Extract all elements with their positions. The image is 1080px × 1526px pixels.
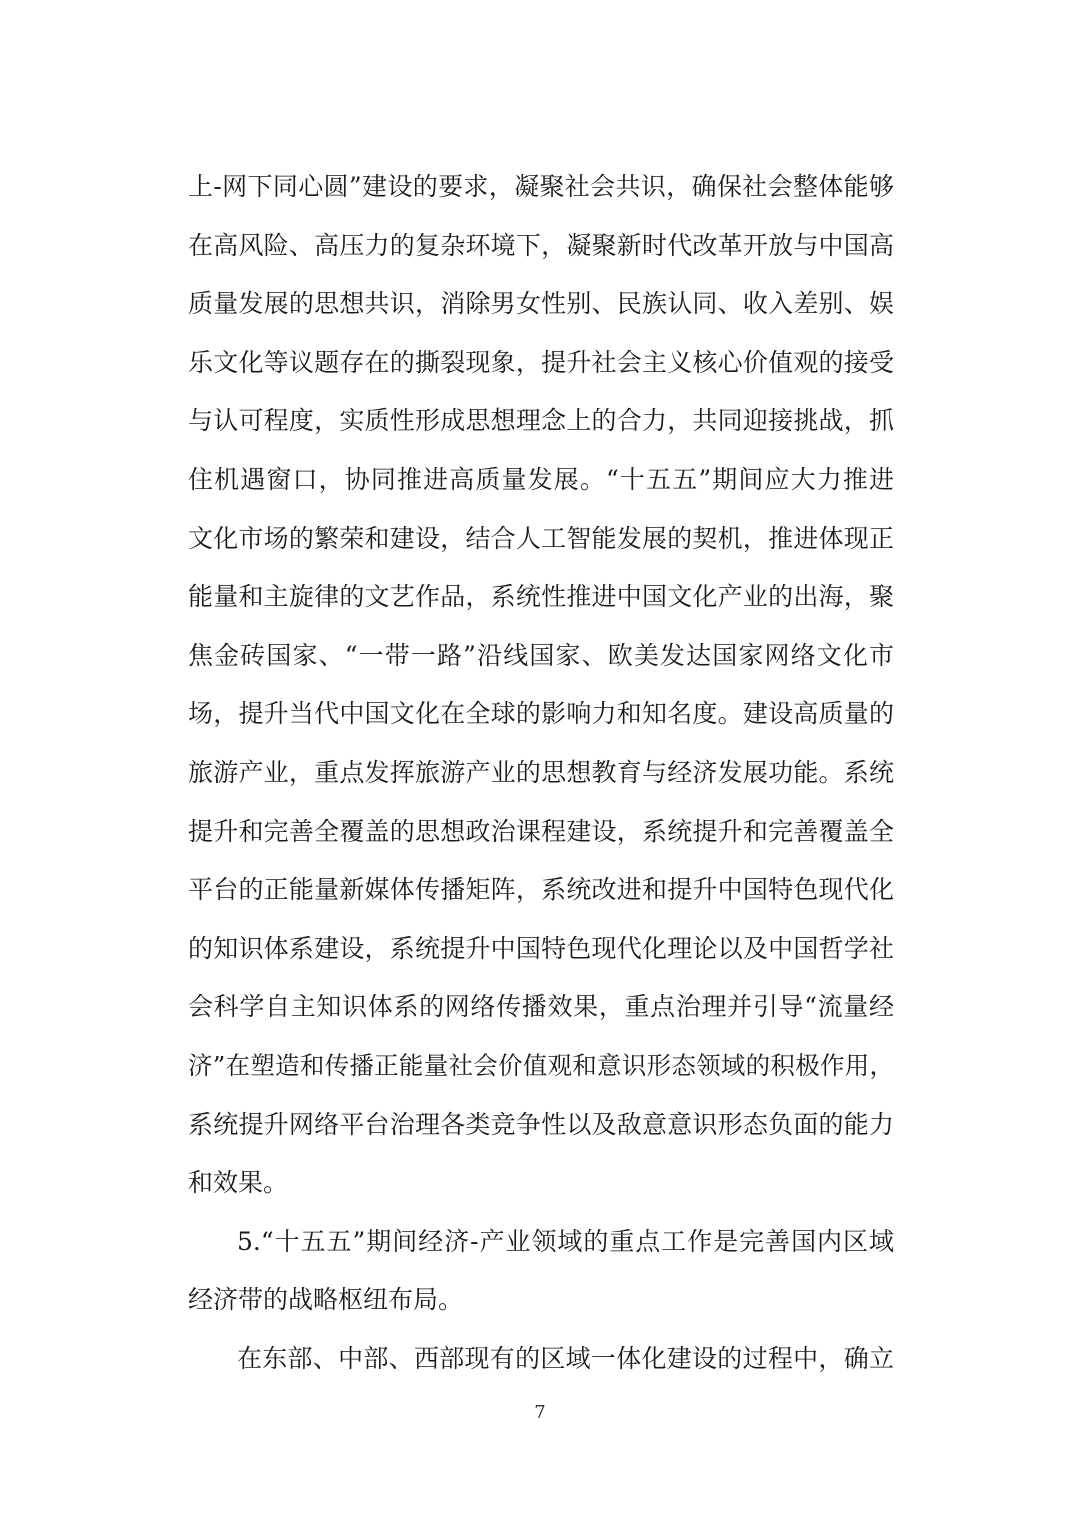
text-line: 质量发展的思想共识，消除男女性别、民族认同、收入差别、娱 [188, 289, 894, 319]
page-number: 7 [534, 1402, 546, 1423]
text-line: 在东部、中部、西部现有的区域一体化建设的过程中，确立 [237, 1343, 894, 1373]
text-line: 平台的正能量新媒体传播矩阵，系统改进和提升中国特色现代化 [188, 875, 894, 905]
body-text [188, 158, 894, 1388]
text-line: 提升和完善全覆盖的思想政治课程建设，系统提升和完善覆盖全 [188, 816, 894, 846]
paragraph-regional [188, 1330, 894, 1389]
text-line: 济”在塑造和传播正能量社会价值观和意识形态领域的积极作用， [188, 1050, 894, 1080]
paragraph-culture [188, 158, 894, 1213]
text-line: 能量和主旋律的文艺作品，系统性推进中国文化产业的出海，聚 [188, 582, 894, 612]
text-line: 在高风险、高压力的复杂环境下，凝聚新时代改革开放与中国高 [188, 230, 894, 260]
text-line: 与认可程度，实质性形成思想理念上的合力，共同迎接挑战，抓 [188, 406, 894, 436]
text-line: 旅游产业，重点发挥旅游产业的思想教育与经济发展功能。系统 [188, 757, 894, 787]
text-line: 和效果。 [188, 1168, 289, 1198]
heading-line: 经济带的战略枢纽布局。 [188, 1285, 464, 1315]
section-heading-5 [188, 1213, 894, 1330]
text-line: 的知识体系建设，系统提升中国特色现代化理论以及中国哲学社 [188, 933, 894, 963]
text-line: 会科学自主知识体系的网络传播效果，重点治理并引导“流量经 [188, 992, 894, 1022]
text-line: 焦金砖国家、“一带一路”沿线国家、欧美发达国家网络文化市 [188, 640, 894, 670]
text-line: 住机遇窗口，协同推进高质量发展。“十五五”期间应大力推进 [188, 464, 894, 494]
text-line: 场，提升当代中国文化在全球的影响力和知名度。建设高质量的 [188, 699, 894, 729]
text-line: 系统提升网络平台治理各类竞争性以及敌意意识形态负面的能力 [188, 1109, 894, 1139]
text-line: 文化市场的繁荣和建设，结合人工智能发展的契机，推进体现正 [188, 523, 894, 553]
heading-line: 5.“十五五”期间经济-产业领域的重点工作是完善国内区域 [237, 1226, 894, 1256]
text-line: 上-网下同心圆”建设的要求，凝聚社会共识，确保社会整体能够 [188, 172, 894, 201]
text-line: 乐文化等议题存在的撕裂现象，提升社会主义核心价值观的接受 [188, 347, 894, 377]
